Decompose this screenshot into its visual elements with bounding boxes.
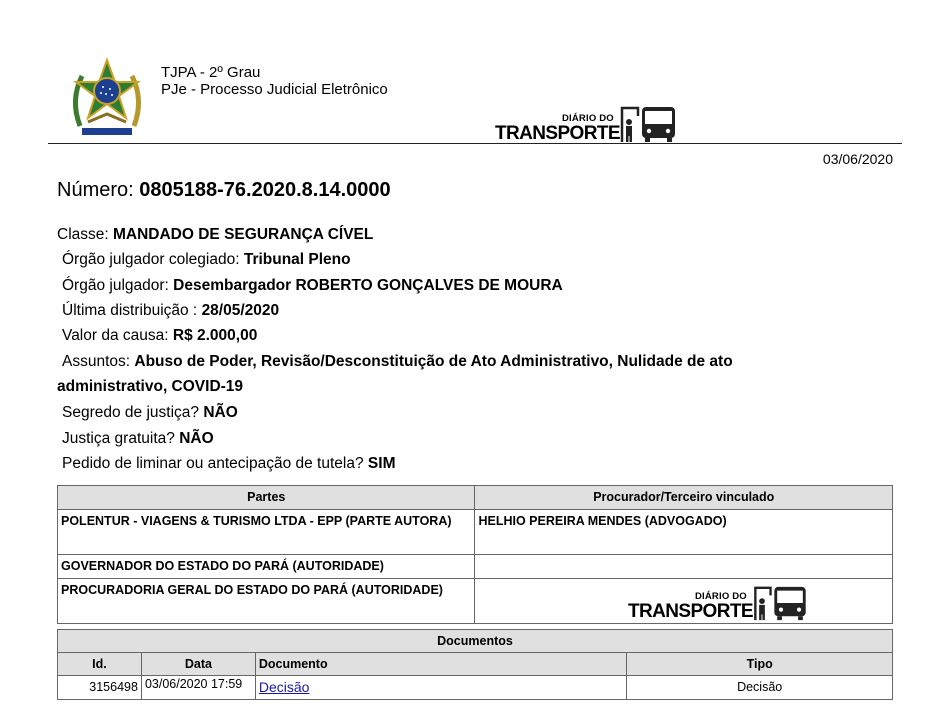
- document-date: 03/06/2020: [822, 151, 893, 167]
- court-name: TJPA - 2º Grau: [161, 64, 261, 81]
- process-number-value: 0805188-76.2020.8.14.0000: [139, 179, 391, 201]
- data-header: Data: [141, 653, 255, 676]
- valor-value: R$ 2.000,00: [172, 327, 258, 344]
- logo-main-text: TRANSPORTE: [628, 601, 753, 622]
- bus-stop-icon: [753, 584, 809, 622]
- diario-do-transporte-logo-2: [628, 584, 809, 622]
- segredo-value: NÃO: [203, 404, 238, 421]
- bus-stop-icon: [620, 104, 678, 144]
- valor-label: Valor da causa:: [62, 327, 169, 344]
- gratuita-label: Justiça gratuita?: [62, 430, 175, 447]
- info-orgao: [57, 273, 862, 298]
- parte-cell: POLENTUR - VIAGENS & TURISMO LTDA - EPP (PARTE AUTORA): [58, 510, 475, 555]
- logo-top-text: DIÁRIO DO: [561, 113, 614, 124]
- documentos-title: Documentos: [58, 630, 893, 653]
- orgao-colegiado-label: Órgão julgador colegiado:: [62, 251, 240, 268]
- assuntos-label: Assuntos:: [62, 353, 131, 370]
- orgao-colegiado-value: Tribunal Pleno: [243, 251, 351, 268]
- brazil-coat-of-arms-icon: [66, 56, 148, 142]
- document-link[interactable]: Decisão: [258, 679, 310, 695]
- logo-main-text: TRANSPORTE: [495, 123, 620, 144]
- info-assuntos: [57, 349, 847, 399]
- header-divider: [48, 143, 902, 144]
- info-classe: [57, 222, 857, 247]
- process-number: [57, 179, 391, 202]
- table-row: [58, 510, 893, 555]
- gratuita-value: NÃO: [179, 430, 214, 447]
- info-orgao-colegiado: [57, 247, 862, 272]
- classe-label: Classe:: [57, 226, 109, 243]
- procurador-header: Procurador/Terceiro vinculado: [475, 486, 893, 510]
- liminar-label: Pedido de liminar ou antecipação de tutela?: [62, 455, 364, 472]
- partes-header: Partes: [58, 486, 475, 510]
- table-row: [58, 676, 893, 700]
- doc-type-cell: Decisão: [627, 676, 893, 700]
- orgao-label: Órgão julgador:: [62, 277, 169, 294]
- procurador-cell: [475, 555, 893, 579]
- process-number-label: Número:: [57, 179, 134, 201]
- documento-header: Documento: [255, 653, 626, 676]
- procurador-cell: HELHIO PEREIRA MENDES (ADVOGADO): [475, 510, 893, 555]
- doc-date-cell: 03/06/2020 17:59: [141, 676, 255, 700]
- doc-id-cell: 3156498: [58, 676, 142, 700]
- segredo-label: Segredo de justiça?: [62, 404, 200, 421]
- id-header: Id.: [58, 653, 142, 676]
- orgao-value: Desembargador ROBERTO GONÇALVES DE MOURA: [173, 277, 563, 294]
- distribuicao-label: Última distribuição :: [62, 302, 198, 319]
- info-distribuicao: [57, 298, 862, 323]
- table-row: [58, 555, 893, 579]
- info-gratuita: [57, 426, 862, 451]
- distribuicao-value: 28/05/2020: [201, 302, 280, 319]
- classe-value: MANDADO DE SEGURANÇA CÍVEL: [113, 226, 374, 243]
- info-valor: [57, 323, 862, 348]
- diario-do-transporte-logo: [495, 104, 678, 144]
- tipo-header: Tipo: [627, 653, 893, 676]
- logo-top-text: DIÁRIO DO: [694, 591, 747, 602]
- doc-name-cell: [255, 676, 626, 700]
- system-name: PJe - Processo Judicial Eletrônico: [161, 81, 388, 98]
- documentos-table: [57, 629, 893, 700]
- parte-cell: GOVERNADOR DO ESTADO DO PARÁ (AUTORIDADE): [58, 555, 475, 579]
- info-segredo: [57, 400, 862, 425]
- assuntos-value: Abuso de Poder, Revisão/Desconstituição de Ato Administrativo, Nulidade de ato administrativo, COVID-19: [57, 353, 733, 395]
- info-liminar: [57, 451, 862, 476]
- parte-cell: PROCURADORIA GERAL DO ESTADO DO PARÁ (AUTORIDADE): [58, 579, 475, 624]
- liminar-value: SIM: [367, 455, 396, 472]
